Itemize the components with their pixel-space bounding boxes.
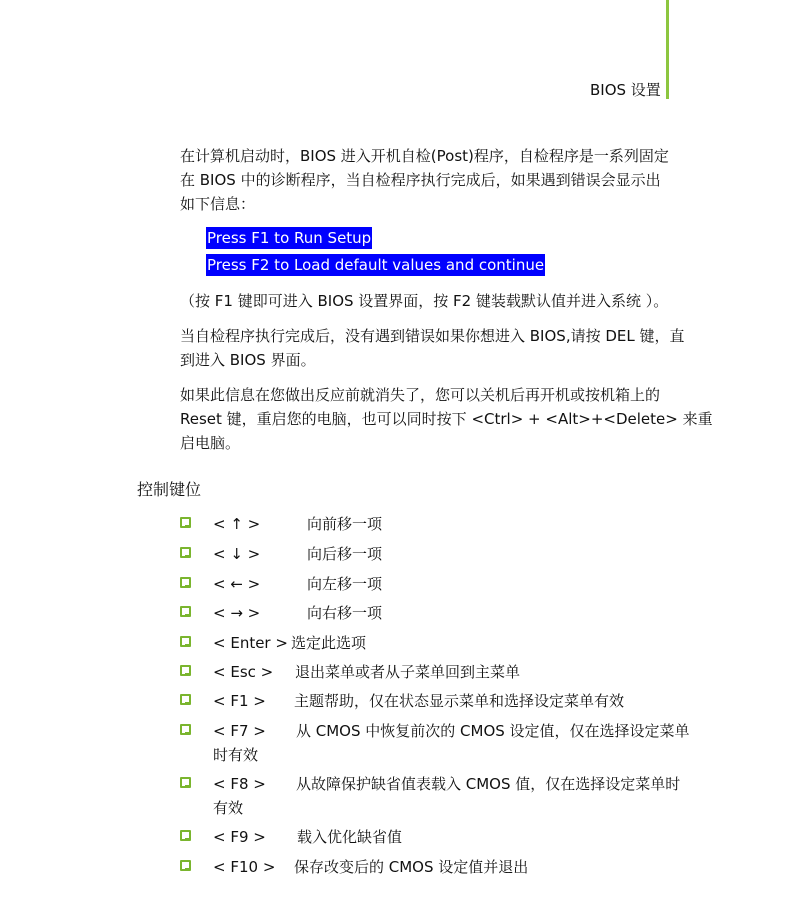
key-description: 保存改变后的 CMOS 设定值并退出 <box>294 858 529 876</box>
reset-paragraph <box>180 383 713 455</box>
checkbox-bullet-icon <box>180 830 191 841</box>
checkbox-bullet-icon <box>180 636 191 647</box>
text-line: 如果此信息在您做出反应前就消失了，您可以关机后再开机或按机箱上的 <box>180 386 661 404</box>
page-header: BIOS 设置 <box>590 81 661 99</box>
note-paragraph <box>180 289 700 313</box>
key-description: 向前移一项 <box>307 515 383 533</box>
key-name: < ← > <box>213 575 261 593</box>
checkbox-bullet-icon <box>180 606 191 617</box>
key-name: < F8 > <box>213 775 266 793</box>
key-name: < F10 > <box>213 858 276 876</box>
key-description: 退出菜单或者从子菜单回到主菜单 <box>295 663 521 681</box>
key-description-continued: 时有效 <box>213 746 259 764</box>
text-line: 当自检程序执行完成后，没有遇到错误如果你想进入 BIOS,请按 DEL 键，直 <box>180 327 685 345</box>
key-name: < F7 > <box>213 722 266 740</box>
del-paragraph <box>180 324 700 372</box>
section-title: 控制键位 <box>137 480 202 499</box>
key-name: < F9 > <box>213 828 266 846</box>
checkbox-bullet-icon <box>180 577 191 588</box>
key-name: < F1 > <box>213 692 266 710</box>
checkbox-bullet-icon <box>180 777 191 788</box>
key-name: < ↓ > <box>213 545 261 563</box>
message-f1: Press F1 to Run Setup <box>207 229 372 247</box>
checkbox-bullet-icon <box>180 547 191 558</box>
text-line: Reset 键，重启您的电脑，也可以同时按下 <Ctrl> + <Alt>+<Delete> 来重 <box>180 410 713 428</box>
checkbox-bullet-icon <box>180 724 191 735</box>
key-description: 从故障保护缺省值表载入 CMOS 值，仅在选择设定菜单时 <box>296 775 681 793</box>
key-name: < Enter > <box>213 634 288 652</box>
key-description: 向右移一项 <box>307 604 383 622</box>
text-line: 到进入 BIOS 界面。 <box>180 351 316 369</box>
key-name: < Esc > <box>213 663 274 681</box>
key-description-continued: 有效 <box>213 799 244 817</box>
text-line: 在计算机启动时，BIOS 进入开机自检(Post)程序，自检程序是一系列固定 <box>180 147 669 165</box>
text-line: 如下信息： <box>180 195 256 213</box>
key-description: 向后移一项 <box>307 545 383 563</box>
intro-paragraph <box>180 144 700 216</box>
key-description: 向左移一项 <box>307 575 383 593</box>
key-description: 主题帮助，仅在状态显示菜单和选择设定菜单有效 <box>294 692 625 710</box>
message-f2: Press F2 to Load default values and continue <box>207 256 545 274</box>
checkbox-bullet-icon <box>180 517 191 528</box>
checkbox-bullet-icon <box>180 860 191 871</box>
header-divider <box>666 0 669 99</box>
checkbox-bullet-icon <box>180 665 191 676</box>
checkbox-bullet-icon <box>180 694 191 705</box>
text-line: 启电脑。 <box>180 434 241 452</box>
key-name: < → > <box>213 604 261 622</box>
key-name: < ↑ > <box>213 515 261 533</box>
text-line: 在 BIOS 中的诊断程序，当自检程序执行完成后，如果遇到错误会显示出 <box>180 171 661 189</box>
key-description: 选定此选项 <box>291 634 367 652</box>
post-messages <box>206 227 545 276</box>
key-description: 载入优化缺省值 <box>297 828 403 846</box>
key-description: 从 CMOS 中恢复前次的 CMOS 设定值，仅在选择设定菜单 <box>296 722 690 740</box>
text-line: （按 F1 键即可进入 BIOS 设置界面，按 F2 键装载默认值并进入系统 ）。 <box>180 292 669 310</box>
